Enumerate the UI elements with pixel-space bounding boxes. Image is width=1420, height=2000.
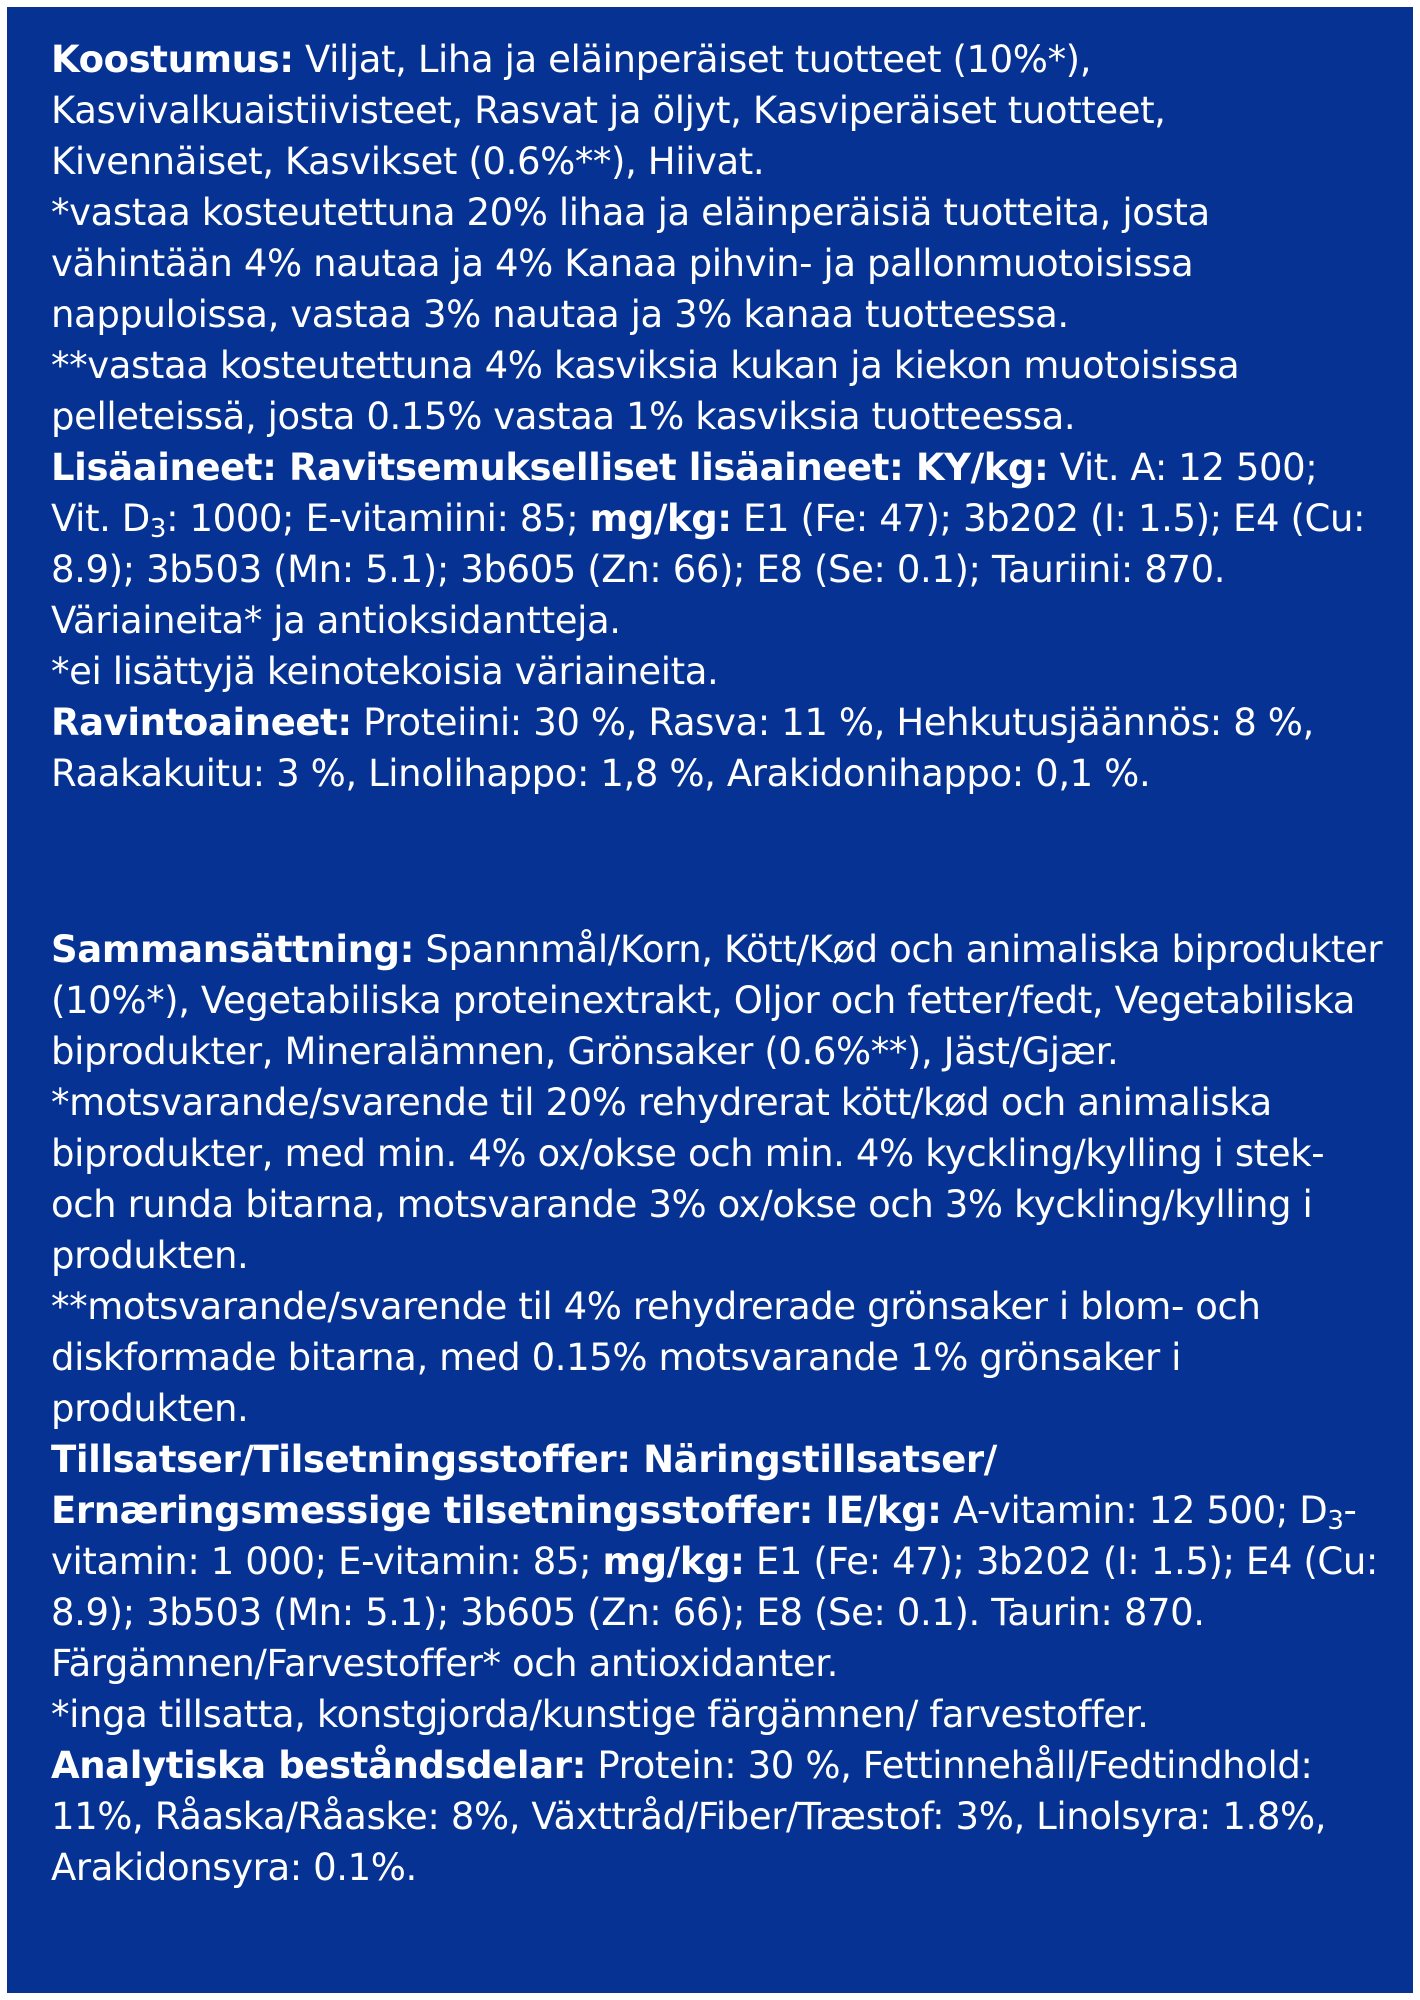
sv-note-colour: *inga tillsatta, konstgjorda/kunstige färgämnen/ farvestoffer. [51, 1693, 1149, 1736]
fi-additives-heading: Lisäaineet: Ravitsemukselliset lisäaineet: KY/kg: [51, 446, 1049, 489]
sv-additives [51, 1434, 1383, 1689]
fi-additives [51, 442, 1383, 646]
sv-d3-subscript: 3 [1327, 1506, 1344, 1536]
sv-composition-text: Spannmål/Korn, Kött/Kød och animaliska biprodukter (10%*), Vegetabiliska proteinextrakt, Oljor och fetter/fedt, Vegetabiliska biprodukter, Mineralämnen, Grönsaker (0.6%**), Jäst/Gjær. [51, 928, 1383, 1073]
fi-composition-text: Viljat, Liha ja eläinperäiset tuotteet (10%*), Kasvivalkuaistiivisteet, Rasvat ja öljyt, Kasviperäiset tuotteet, Kivennäiset, Kasvikset (0.6%**), Hiivat. [51, 38, 1166, 183]
sv-note-meat: *motsvarande/svarende til 20% rehydrerat kött/kød och animaliska biprodukter, med min. 4% ox/okse och min. 4% kyckling/kylling i stek- och runda bitarna, motsvarande 3% ox/okse och 3% kyckling/kylling i produkten. [51, 1081, 1325, 1277]
fi-nutrients-text: Proteiini: 30 %, Rasva: 11 %, Hehkutusjäännös: 8 %, Raakakuitu: 3 %, Linolihappo: 1,8 %, Arakidonihappo: 0,1 %. [51, 701, 1314, 795]
fi-d3-subscript: 3 [149, 514, 167, 544]
fi-nutrients [51, 697, 1383, 799]
finnish-section [51, 34, 1383, 799]
sv-additives-text-1: A-vitamin: 12 500; D [941, 1489, 1328, 1532]
sv-nutrients-heading: Analytiska beståndsdelar: [51, 1744, 586, 1787]
swedish-section [51, 924, 1383, 1893]
fi-note-veg: **vastaa kosteutettuna 4% kasviksia kukan ja kiekon muotoisissa pelleteissä, josta 0.15% vastaa 1% kasviksia tuotteessa. [51, 344, 1240, 438]
sv-mgkg-label: mg/kg: [602, 1540, 745, 1583]
sv-additives-heading: Tillsatser/Tilsetningsstoffer: Näringstillsatser/ Ernæringsmessige tilsetningsstoffer: IE/kg: [51, 1438, 997, 1532]
sv-additives-text-2: -vitamin: 1 000; E-vitamin: 85; [51, 1489, 1357, 1583]
sv-note-veg: **motsvarande/svarende til 4% rehydrerade grönsaker i blom- och diskformade bitarna, med 0.15% motsvarande 1% grönsaker i produkten. [51, 1285, 1261, 1430]
sv-composition [51, 924, 1383, 1077]
fi-mgkg-label: mg/kg: [589, 497, 732, 540]
fi-additives-text-2: : 1000; E-vitamiini: 85; [166, 497, 590, 540]
fi-additives-text-3: E1 (Fe: 47); 3b202 (I: 1.5); E4 (Cu: 8.9); 3b503 (Mn: 5.1); 3b605 (Zn: 66); E8 (Se: 0.1); Tauriini: 870. Väriaineita* ja antioksidantteja. [51, 497, 1366, 642]
fi-composition-heading: Koostumus: [51, 38, 294, 81]
fi-note-colour: *ei lisättyjä keinotekoisia väriaineita. [51, 650, 719, 693]
sv-composition-heading: Sammansättning: [51, 928, 415, 971]
fi-composition [51, 34, 1383, 187]
fi-nutrients-heading: Ravintoaineet: [51, 701, 352, 744]
sv-additives-text-3: E1 (Fe: 47); 3b202 (I: 1.5); E4 (Cu: 8.9); 3b503 (Mn: 5.1); 3b605 (Zn: 66); E8 (Se: 0.1). Taurin: 870. Färgämnen/Farvestoffer* och antioxidanter. [51, 1540, 1378, 1685]
sv-nutrients-text: Protein: 30 %, Fettinnehåll/Fedtindhold: 11%, Råaska/Råaske: 8%, Växttråd/Fiber/Træstof: 3%, Linolsyra: 1.8%, Arakidonsyra: 0.1%. [51, 1744, 1327, 1889]
fi-note-meat: *vastaa kosteutettuna 20% lihaa ja eläinperäisiä tuotteita, josta vähintään 4% nautaa ja 4% Kanaa pihvin- ja pallonmuotoisissa nappuloissa, vastaa 3% nautaa ja 3% kanaa tuotteessa. [51, 191, 1210, 336]
sv-nutrients [51, 1740, 1383, 1893]
fi-additives-text-1: Vit. A: 12 500; Vit. D [51, 446, 1318, 540]
